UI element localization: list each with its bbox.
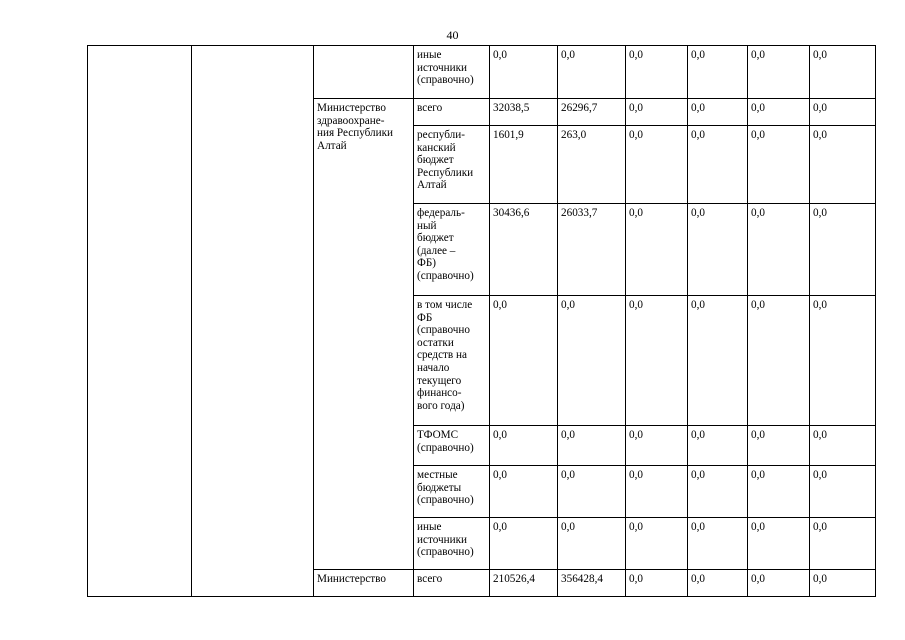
activity-cell <box>192 46 314 597</box>
table-row <box>88 46 876 99</box>
value-cell: 0,0 <box>626 204 688 296</box>
value-cell: 0,0 <box>490 518 558 570</box>
executor-cell: Министерство <box>314 570 414 597</box>
value-cell: 0,0 <box>810 296 876 426</box>
value-cell: 0,0 <box>810 466 876 518</box>
value-cell: 26296,7 <box>558 99 626 126</box>
value-cell: 0,0 <box>626 570 688 597</box>
value-cell: 0,0 <box>626 466 688 518</box>
value-cell: 0,0 <box>626 518 688 570</box>
funding-source-cell: федераль- ный бюджет (далее – ФБ) (справочно) <box>414 204 490 296</box>
value-cell: 0,0 <box>748 570 810 597</box>
value-cell: 0,0 <box>626 426 688 466</box>
funding-source-cell: в том числе ФБ (справочно остатки средств на начало текущего финансо- вого года) <box>414 296 490 426</box>
value-cell: 356428,4 <box>558 570 626 597</box>
value-cell: 0,0 <box>810 426 876 466</box>
value-cell: 0,0 <box>688 99 748 126</box>
program-cell <box>88 46 192 597</box>
value-cell: 0,0 <box>810 518 876 570</box>
value-cell: 0,0 <box>810 126 876 204</box>
executor-cell: Министерство здравоохране- ния Республики Алтай <box>314 99 414 570</box>
value-cell: 0,0 <box>810 99 876 126</box>
value-cell: 0,0 <box>558 518 626 570</box>
value-cell: 0,0 <box>688 518 748 570</box>
value-cell: 263,0 <box>558 126 626 204</box>
value-cell: 210526,4 <box>490 570 558 597</box>
funding-source-cell: ТФОМС (справочно) <box>414 426 490 466</box>
page-number: 40 <box>446 28 459 42</box>
funding-source-cell: иные источники (справочно) <box>414 518 490 570</box>
value-cell: 0,0 <box>810 204 876 296</box>
value-cell: 0,0 <box>748 204 810 296</box>
funding-source-cell: республи- канский бюджет Республики Алтай <box>414 126 490 204</box>
value-cell: 0,0 <box>688 204 748 296</box>
value-cell: 0,0 <box>490 46 558 99</box>
value-cell: 0,0 <box>810 46 876 99</box>
value-cell: 0,0 <box>558 46 626 99</box>
value-cell: 0,0 <box>626 46 688 99</box>
value-cell: 0,0 <box>490 426 558 466</box>
funding-source-cell: местные бюджеты (справочно) <box>414 466 490 518</box>
value-cell: 0,0 <box>688 466 748 518</box>
value-cell: 0,0 <box>748 46 810 99</box>
funding-source-cell: всего <box>414 99 490 126</box>
value-cell: 0,0 <box>490 466 558 518</box>
value-cell: 0,0 <box>688 570 748 597</box>
funding-source-cell: иные источники (справочно) <box>414 46 490 99</box>
value-cell: 0,0 <box>748 126 810 204</box>
value-cell: 0,0 <box>688 46 748 99</box>
value-cell: 0,0 <box>558 296 626 426</box>
budget-table <box>87 45 876 597</box>
value-cell: 1601,9 <box>490 126 558 204</box>
value-cell: 0,0 <box>626 99 688 126</box>
value-cell: 0,0 <box>688 126 748 204</box>
value-cell: 0,0 <box>558 466 626 518</box>
value-cell: 0,0 <box>688 296 748 426</box>
funding-source-cell: всего <box>414 570 490 597</box>
value-cell: 0,0 <box>748 426 810 466</box>
value-cell: 0,0 <box>748 296 810 426</box>
value-cell: 0,0 <box>558 426 626 466</box>
value-cell: 0,0 <box>748 466 810 518</box>
value-cell: 0,0 <box>626 296 688 426</box>
value-cell: 0,0 <box>748 99 810 126</box>
value-cell: 0,0 <box>626 126 688 204</box>
value-cell: 0,0 <box>810 570 876 597</box>
executor-cell <box>314 46 414 99</box>
value-cell: 0,0 <box>688 426 748 466</box>
value-cell: 0,0 <box>490 296 558 426</box>
value-cell: 32038,5 <box>490 99 558 126</box>
value-cell: 26033,7 <box>558 204 626 296</box>
value-cell: 0,0 <box>748 518 810 570</box>
value-cell: 30436,6 <box>490 204 558 296</box>
